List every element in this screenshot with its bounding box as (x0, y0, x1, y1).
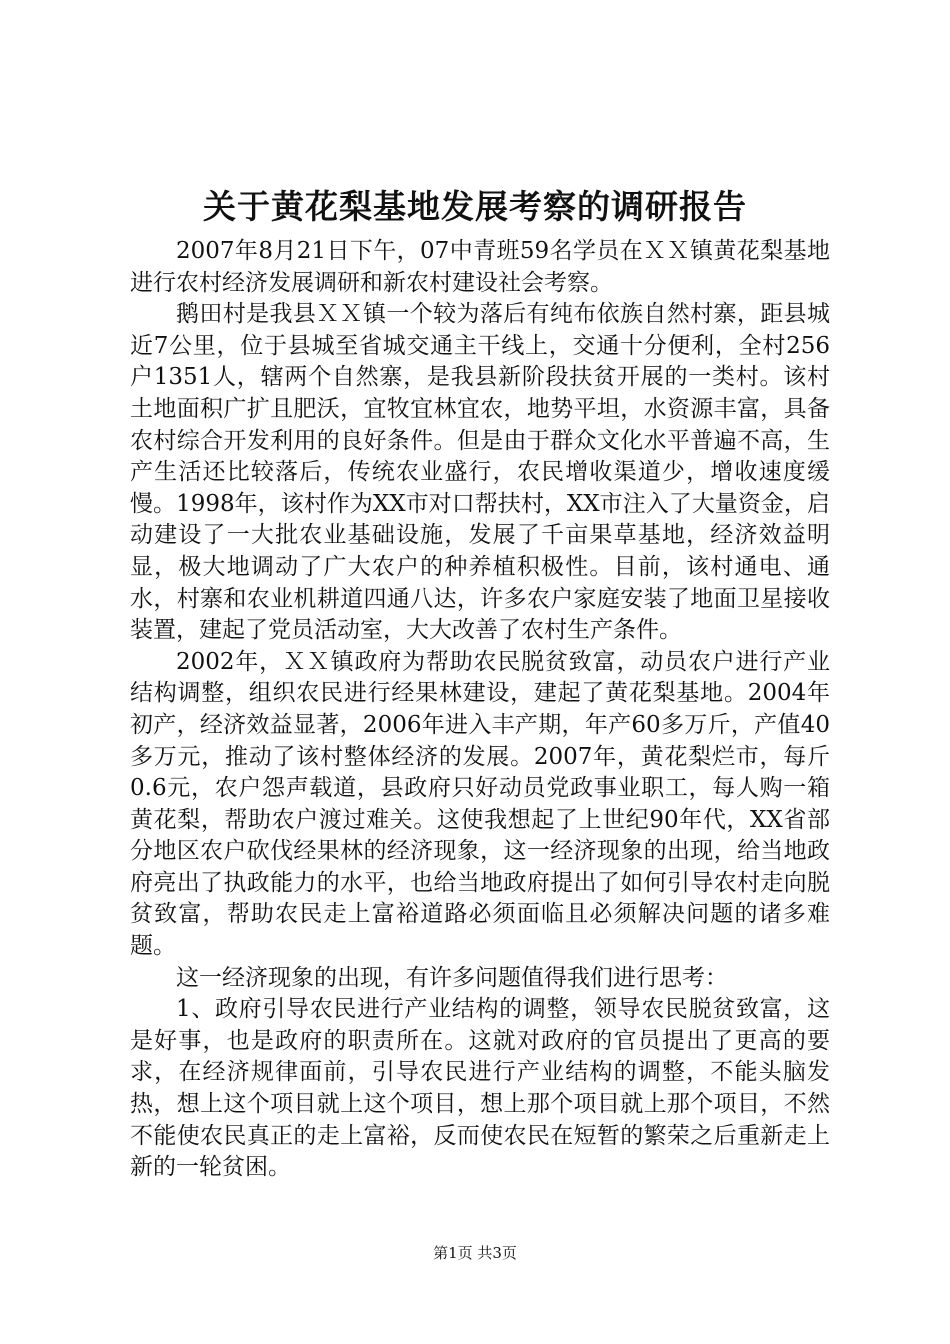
document-body (130, 236, 830, 1184)
paragraph: 2007年8月21日下午，07中青班59名学员在ＸＸ镇黄花梨基地进行农村经济发展调研和新农村建设社会考察。 (130, 238, 830, 296)
document-title: 关于黄花梨基地发展考察的调研报告 (203, 187, 747, 226)
paragraph: 这一经济现象的出现，有许多问题值得我们进行思考： (176, 964, 728, 991)
paragraph: 1、政府引导农民进行产业结构的调整，领导农民脱贫致富，这是好事，也是政府的职责所在。这就对政府的官员提出了更高的要求，在经济规律面前，引导农民进行产业结构的调整，不能头脑发热，想上这个项目就上这个项目，想上那个项目就上那个项目，不然不能使农民真正的走上富裕，反而使农民在短暂的繁荣之后重新走上新的一轮贫困。 (130, 996, 830, 1181)
page-number-footer: 第1页 共3页 (433, 1244, 517, 1262)
paragraph: 2002年，ＸＸ镇政府为帮助农民脱贫致富，动员农户进行产业结构调整，组织农民进行经果林建设，建起了黄花梨基地。2004年初产，经济效益显著，2006年进入丰产期，年产60多万斤，产值40多万元，推动了该村整体经济的发展。2007年，黄花梨烂市，每斤0.6元，农户怨声载道，县政府只好动员党政事业职工，每人购一箱黄花梨，帮助农户渡过难关。这使我想起了上世纪90年代，XX省部分地区农户砍伐经果林的经济现象，这一经济现象的出现，给当地政府亮出了执政能力的水平，也给当地政府提出了如何引导农村走向脱贫致富，帮助农民走上富裕道路必须面临且必须解决问题的诸多难题。 (130, 648, 830, 960)
paragraph: 鹅田村是我县ＸＸ镇一个较为落后有纯布依族自然村寨，距县城近7公里，位于县城至省城交通主干线上，交通十分便利，全村256户1351人，辖两个自然寨，是我县新阶段扶贫开展的一类村。该村土地面积广扩且肥沃，宜牧宜林宜农，地势平坦，水资源丰富，具备农村综合开发利用的良好条件。但是由于群众文化水平普遍不高，生产生活还比较落后，传统农业盛行，农民增收渠道少，增收速度缓慢。1998年，该村作为XX市对口帮扶村，XX市注入了大量资金，启动建设了一大批农业基础设施，发展了千亩果草基地，经济效益明显，极大地调动了广大农户的种养植积极性。目前，该村通电、通水，村寨和农业机耕道四通八达，许多农户家庭安装了地面卫星接收装置，建起了党员活动室，大大改善了农村生产条件。 (130, 301, 830, 644)
